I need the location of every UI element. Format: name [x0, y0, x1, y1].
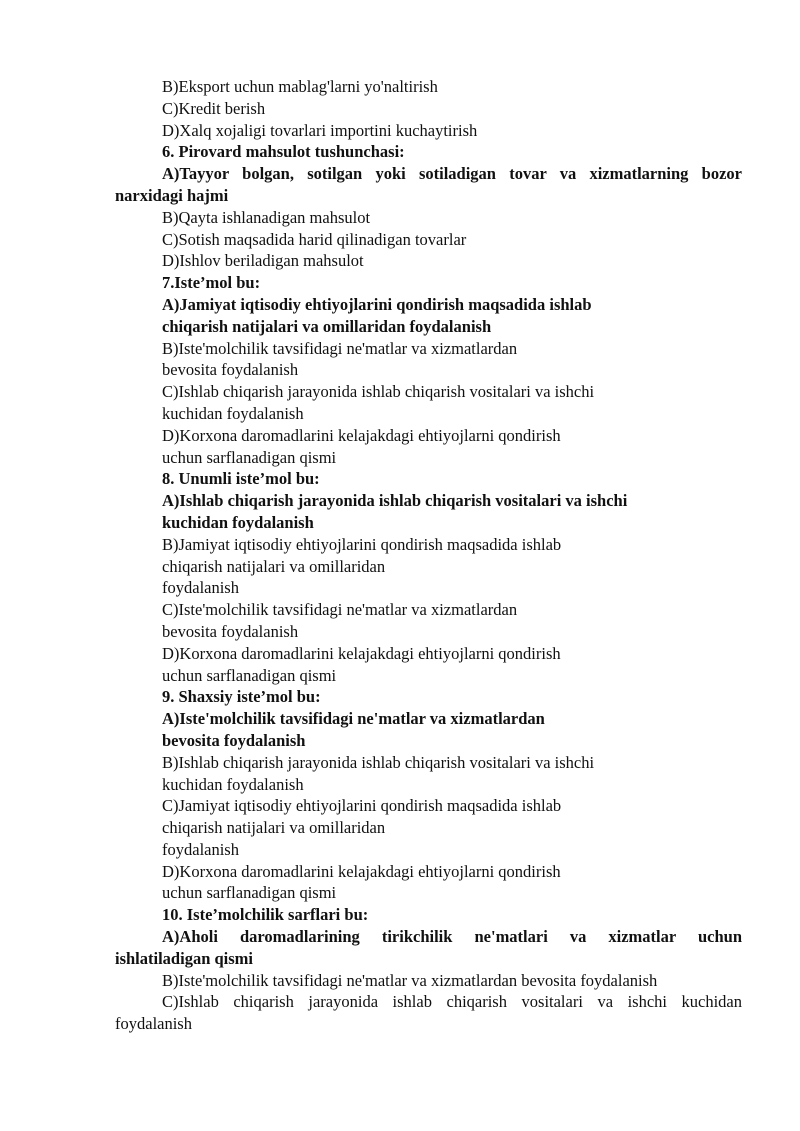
question-line: 8. Unumli iste’mol bu: [162, 469, 320, 489]
answer-line: B)Ishlab chiqarish jarayonida ishlab chiqarish vositalari va ishchi [162, 752, 595, 772]
answer-line: foydalanish [115, 1014, 192, 1034]
question-line: ishlatiladigan qismi [115, 948, 254, 968]
answer-line: D)Xalq xojaligi tovarlari importini kuchaytirish [162, 120, 478, 140]
answer-line: chiqarish natijalari va omillaridan [162, 818, 386, 838]
answer-line: C)Sotish maqsadida harid qilinadigan tovarlar [162, 229, 467, 249]
answer-line: B)Qayta ishlanadigan mahsulot [162, 207, 371, 227]
answer-line: D)Korxona daromadlarini kelajakdagi ehtiyojlarni qondirish [162, 643, 561, 663]
question-line: A)Iste'molchilik tavsifidagi ne'matlar va xizmatlardan [162, 709, 545, 729]
answer-line: kuchidan foydalanish [162, 774, 304, 794]
answer-line: B)Eksport uchun mablag'larni yo'naltirish [162, 77, 438, 96]
answer-line: foydalanish [162, 839, 239, 859]
answer-line: B)Iste'molchilik tavsifidagi ne'matlar va xizmatlardan [162, 338, 518, 358]
question-line: 9. Shaxsiy iste’mol bu: [162, 687, 321, 707]
answer-line: uchun sarflanadigan qismi [162, 883, 337, 903]
question-line: narxidagi hajmi [115, 185, 229, 205]
answer-line: bevosita foydalanish [162, 360, 299, 380]
question-line: chiqarish natijalari va omillaridan foydalanish [162, 316, 492, 336]
answer-line: C)Ishlab chiqarish jarayonida ishlab chiqarish vositalari va ishchi kuchidan [162, 992, 742, 1012]
answer-line: B)Jamiyat iqtisodiy ehtiyojlarini qondirish maqsadida ishlab [162, 534, 562, 554]
answer-line: C)Ishlab chiqarish jarayonida ishlab chiqarish vositalari va ishchi [162, 382, 595, 402]
document-page [115, 76, 742, 1035]
question-line: 6. Pirovard mahsulot tushunchasi: [162, 142, 405, 162]
answer-line: bevosita foydalanish [162, 621, 299, 641]
question-line: A)Ishlab chiqarish jarayonida ishlab chiqarish vositalari va ishchi [162, 491, 628, 511]
answer-line: uchun sarflanadigan qismi [162, 665, 337, 685]
answer-line: chiqarish natijalari va omillaridan [162, 556, 386, 576]
answer-line: C)Kredit berish [162, 98, 266, 118]
answer-line: D)Korxona daromadlarini kelajakdagi ehtiyojlarni qondirish [162, 425, 561, 445]
answer-line: D)Korxona daromadlarini kelajakdagi ehtiyojlarni qondirish [162, 861, 561, 881]
answer-line: C)Iste'molchilik tavsifidagi ne'matlar va xizmatlardan [162, 600, 518, 620]
question-line: A)Tayyor bolgan, sotilgan yoki sotiladigan tovar va xizmatlarning bozor [162, 164, 742, 184]
answer-line: foydalanish [162, 578, 239, 598]
answer-line: C)Jamiyat iqtisodiy ehtiyojlarini qondirish maqsadida ishlab [162, 796, 562, 816]
question-line: kuchidan foydalanish [162, 512, 314, 532]
answer-line: B)Iste'molchilik tavsifidagi ne'matlar va xizmatlardan bevosita foydalanish [162, 970, 658, 990]
answer-line: uchun sarflanadigan qismi [162, 447, 337, 467]
question-line: A)Jamiyat iqtisodiy ehtiyojlarini qondirish maqsadida ishlab [162, 294, 592, 314]
question-line: A)Aholi daromadlarining tirikchilik ne'matlari va xizmatlar uchun [162, 927, 742, 947]
answer-line: kuchidan foydalanish [162, 403, 304, 423]
answer-line: D)Ishlov beriladigan mahsulot [162, 251, 364, 271]
question-line: 10. Iste’molchilik sarflari bu: [162, 905, 369, 925]
question-line: 7.Iste’mol bu: [162, 273, 261, 293]
question-line: bevosita foydalanish [162, 730, 306, 750]
